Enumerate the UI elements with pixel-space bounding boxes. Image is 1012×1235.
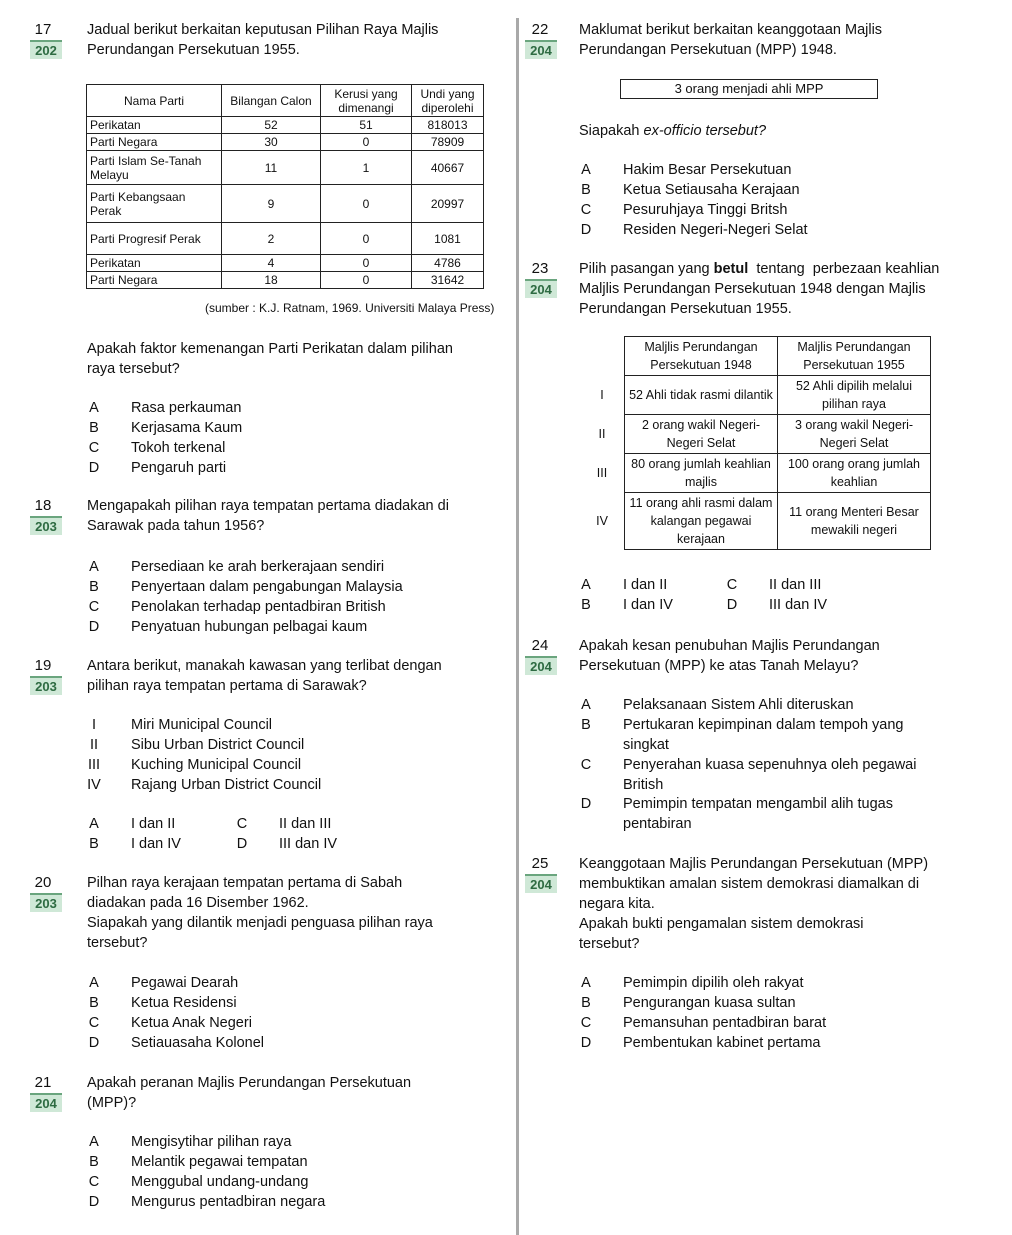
option-d[interactable]: D Setiauasaha Kolonel bbox=[88, 1035, 265, 1051]
question-stem: Keanggotaan Majlis Perundangan Persekutuan (MPP) membuktikan amalan sistem demokrasi diamalkan di negara kita. Apakah bukti pengamalan sistem demokrasi tersebut? bbox=[579, 856, 929, 952]
question-stem: Jadual berikut berkaitan keputusan Pilihan Raya Majlis Perundangan Persekutuan 1955. bbox=[87, 22, 439, 58]
roman-item: I Miri Municipal Council bbox=[91, 717, 273, 733]
question-number: 17 bbox=[34, 21, 52, 38]
option-a[interactable]: A Pelaksanaan Sistem Ahli diteruskan bbox=[581, 697, 854, 713]
option-c[interactable]: C Pesuruhjaya Tinggi Britsh bbox=[580, 202, 788, 218]
roman-item: III Kuching Municipal Council bbox=[87, 757, 302, 773]
question-text: Apakah faktor kemenangan Parti Perikatan dalam pilihan raya tersebut? bbox=[87, 341, 453, 377]
syllabus-code-badge: 204 bbox=[525, 279, 557, 298]
comparison-table bbox=[580, 336, 931, 550]
table-row: Parti Progresif Perak 2 0 1081 bbox=[87, 223, 484, 255]
table-header: Kerusi yang dimenangi bbox=[321, 85, 412, 117]
option-d[interactable]: D Pembentukan kabinet pertama bbox=[580, 1035, 821, 1051]
option-c[interactable]: C II dan III bbox=[236, 816, 332, 832]
table-row: Perikatan 52 51 818013 bbox=[87, 117, 484, 134]
option-b[interactable]: B Pertukaran kepimpinan dalam tempoh yang singkat bbox=[581, 717, 904, 753]
table-row: Parti Negara 30 0 78909 bbox=[87, 134, 484, 151]
table-row: II 2 orang wakil Negeri-Negeri Selat 3 orang wakil Negeri-Negeri Selat bbox=[580, 415, 931, 454]
question-stem: Antara berikut, manakah kawasan yang terlibat dengan pilihan raya tempatan pertama di Sarawak? bbox=[87, 658, 442, 694]
question-stem: Apakah peranan Majlis Perundangan Persekutuan (MPP)? bbox=[87, 1075, 412, 1111]
option-c[interactable]: C II dan III bbox=[726, 577, 822, 593]
question-number: 25 bbox=[531, 855, 549, 872]
question-stem: Pilhan raya kerajaan tempatan pertama di Sabah diadakan pada 16 Disember 1962. Siapakah yang dilantik menjadi penguasa pilihan raya tersebut? bbox=[87, 875, 433, 951]
option-b[interactable]: B Ketua Residensi bbox=[89, 995, 237, 1011]
question-number: 21 bbox=[34, 1074, 52, 1091]
option-a[interactable]: A Mengisytihar pilihan raya bbox=[89, 1134, 292, 1150]
syllabus-code-badge: 204 bbox=[30, 1093, 62, 1112]
option-a[interactable]: A Rasa perkauman bbox=[89, 400, 242, 416]
question-stem: Mengapakah pilihan raya tempatan pertama diadakan di Sarawak pada tahun 1956? bbox=[87, 498, 449, 534]
table-row: Parti Negara 18 0 31642 bbox=[87, 272, 484, 289]
option-d[interactable]: D III dan IV bbox=[236, 836, 338, 852]
option-a[interactable]: A I dan II bbox=[581, 577, 668, 593]
question-number: 22 bbox=[531, 21, 549, 38]
table-row: Perikatan 4 0 4786 bbox=[87, 255, 484, 272]
option-b[interactable]: B I dan IV bbox=[581, 597, 673, 613]
option-a[interactable]: A Persediaan ke arah berkerajaan sendiri bbox=[89, 559, 385, 575]
syllabus-code-badge: 203 bbox=[30, 893, 62, 912]
question-number: 20 bbox=[34, 874, 52, 891]
option-d[interactable]: D Penyatuan hubungan pelbagai kaum bbox=[88, 619, 368, 635]
table-row: III 80 orang jumlah keahlian majlis 100 orang orang jumlah keahlian bbox=[580, 454, 931, 493]
table-source: (sumber : K.J. Ratnam, 1969. Universiti Malaya Press) bbox=[205, 301, 495, 315]
syllabus-code-badge: 204 bbox=[525, 874, 557, 893]
option-d[interactable]: D Pemimpin tempatan mengambil alih tugas pentabiran bbox=[580, 796, 893, 832]
table-header: Nama Parti bbox=[87, 85, 222, 117]
option-b[interactable]: B Melantik pegawai tempatan bbox=[89, 1154, 308, 1170]
question-number: 18 bbox=[34, 497, 52, 514]
option-c[interactable]: C Ketua Anak Negeri bbox=[88, 1015, 252, 1031]
table-header: Maljlis Perundangan Persekutuan 1955 bbox=[778, 337, 931, 376]
option-c[interactable]: C Menggubal undang-undang bbox=[88, 1174, 309, 1190]
option-d[interactable]: D Mengurus pentadbiran negara bbox=[88, 1194, 326, 1210]
syllabus-code-badge: 204 bbox=[525, 656, 557, 675]
column-divider bbox=[516, 18, 519, 1235]
question-number: 19 bbox=[34, 657, 52, 674]
question-number: 23 bbox=[531, 260, 549, 277]
option-b[interactable]: B Penyertaan dalam pengabungan Malaysia bbox=[89, 579, 403, 595]
option-d[interactable]: D Pengaruh parti bbox=[88, 460, 227, 476]
option-b[interactable]: B I dan IV bbox=[89, 836, 181, 852]
syllabus-code-badge: 204 bbox=[525, 40, 557, 59]
table-row: IV 11 orang ahli rasmi dalam kalangan pegawai kerajaan 11 orang Menteri Besar mewakili negeri bbox=[580, 493, 931, 550]
option-c[interactable]: C Tokoh terkenal bbox=[88, 440, 226, 456]
info-box: 3 orang menjadi ahli MPP bbox=[620, 79, 878, 99]
table-row: Parti Kebangsaan Perak 9 0 20997 bbox=[87, 185, 484, 223]
table-header: Bilangan Calon bbox=[222, 85, 321, 117]
election-results-table bbox=[86, 84, 484, 289]
question-stem: Maklumat berikut berkaitan keanggotaan Majlis Perundangan Persekutuan (MPP) 1948. bbox=[579, 22, 883, 58]
option-a[interactable]: A Pemimpin dipilih oleh rakyat bbox=[581, 975, 804, 991]
table-header: Undi yang diperolehi bbox=[412, 85, 484, 117]
option-d[interactable]: D Residen Negeri-Negeri Selat bbox=[580, 222, 808, 238]
roman-item: IV Rajang Urban District Council bbox=[87, 777, 322, 793]
question-text: Siapakah ex-officio tersebut? bbox=[579, 123, 767, 139]
option-a[interactable]: A Pegawai Dearah bbox=[89, 975, 239, 991]
table-row: Parti Islam Se-Tanah Melayu 11 1 40667 bbox=[87, 151, 484, 185]
option-c[interactable]: C Penyerahan kuasa sepenuhnya oleh pegawai British bbox=[580, 757, 917, 793]
roman-item: II Sibu Urban District Council bbox=[89, 737, 305, 753]
syllabus-code-badge: 202 bbox=[30, 40, 62, 59]
option-a[interactable]: A Hakim Besar Persekutuan bbox=[581, 162, 792, 178]
question-number: 24 bbox=[531, 637, 549, 654]
syllabus-code-badge: 203 bbox=[30, 676, 62, 695]
table-header: Maljlis Perundangan Persekutuan 1948 bbox=[625, 337, 778, 376]
option-c[interactable]: C Penolakan terhadap pentadbiran British bbox=[88, 599, 386, 615]
option-d[interactable]: D III dan IV bbox=[726, 597, 828, 613]
option-c[interactable]: C Pemansuhan pentadbiran barat bbox=[580, 1015, 827, 1031]
question-stem: Apakah kesan penubuhan Majlis Perundangan Persekutuan (MPP) ke atas Tanah Melayu? bbox=[579, 638, 880, 674]
option-b[interactable]: B Pengurangan kuasa sultan bbox=[581, 995, 796, 1011]
syllabus-code-badge: 203 bbox=[30, 516, 62, 535]
option-a[interactable]: A I dan II bbox=[89, 816, 176, 832]
table-row: I 52 Ahli tidak rasmi dilantik 52 Ahli dipilih melalui pilihan raya bbox=[580, 376, 931, 415]
option-b[interactable]: B Kerjasama Kaum bbox=[89, 420, 243, 436]
option-b[interactable]: B Ketua Setiausaha Kerajaan bbox=[581, 182, 800, 198]
question-stem: Pilih pasangan yang betul tentang perbezaan keahlian Maljlis Perundangan Persekutuan 1948 dengan Majlis Perundangan Persekutuan 1955. bbox=[579, 261, 940, 317]
